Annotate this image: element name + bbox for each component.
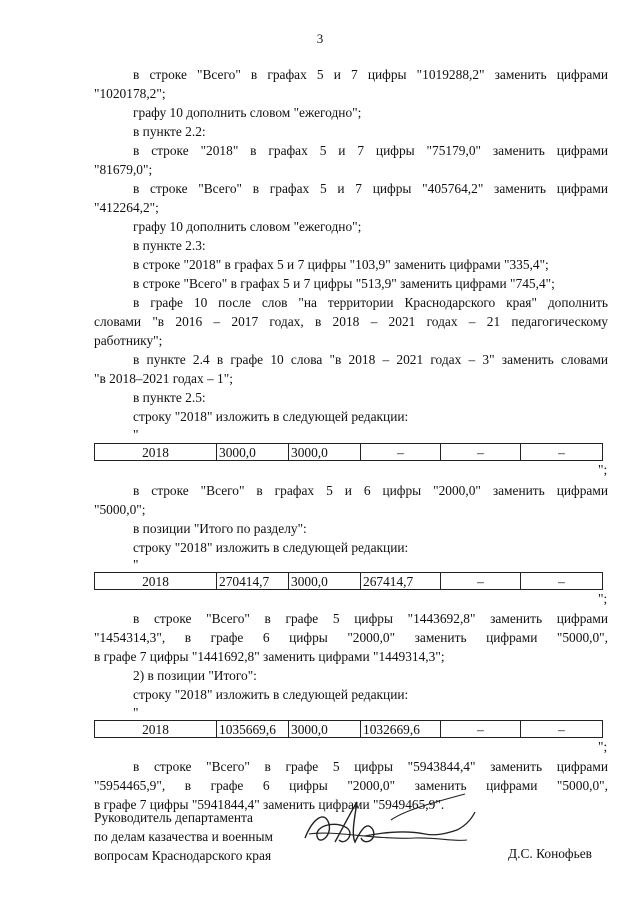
signatory-title-line: Руководитель департамента — [94, 810, 253, 825]
table-cell: 2018 — [95, 573, 217, 590]
table-cell: – — [361, 444, 441, 461]
table-cell: – — [521, 721, 603, 738]
table-row-2018-section-total — [94, 572, 603, 590]
text-line: работнику"; — [94, 333, 163, 348]
text-line: в пункте 2.5: — [133, 390, 206, 405]
text-line: строку "2018" изложить в следующей редакции: — [133, 409, 409, 424]
text-line: графу 10 дополнить словом "ежегодно"; — [133, 219, 362, 234]
text-line: "5954465,9", в графе 6 цифры "2000,0" заменить цифрами "5000,0", — [94, 778, 608, 793]
open-quote: " — [133, 705, 139, 720]
table-cell: – — [441, 573, 521, 590]
text-line: 2) в позиции "Итого": — [133, 668, 257, 683]
open-quote: " — [133, 427, 139, 442]
text-line: "в 2018–2021 годах – 1"; — [94, 371, 233, 386]
close-quote: "; — [598, 591, 608, 606]
table-cell: 1032669,6 — [361, 721, 441, 738]
text-line: в строке "Всего" в графе 5 цифры "5943844,4" заменить цифрами — [133, 759, 608, 774]
text-line: "1454314,3", в графе 6 цифры "2000,0" заменить цифрами "5000,0", — [94, 630, 608, 645]
signatory-title-line: вопросам Краснодарского края — [94, 848, 272, 863]
text-line: "412264,2"; — [94, 200, 159, 215]
text-line: в графе 10 после слов "на территории Краснодарского края" дополнить — [133, 295, 608, 310]
table-cell: 3000,0 — [217, 444, 289, 461]
text-line: в пункте 2.4 в графе 10 слова "в 2018 – 2021 годах – 3" заменить словами — [133, 352, 608, 367]
page-number: 3 — [316, 31, 324, 46]
text-line: "5000,0"; — [94, 502, 146, 517]
text-line: в строке "2018" в графах 5 и 7 цифры "75179,0" заменить цифрами — [133, 143, 608, 158]
signatory-name: Д.С. Конофьев — [508, 846, 592, 861]
text-line: в строке "Всего" в графах 5 и 7 цифры "1019288,2" заменить цифрами — [133, 67, 608, 82]
text-line: строку "2018" изложить в следующей редакции: — [133, 687, 409, 702]
table-row-2018-grand-total — [94, 720, 603, 738]
table-cell: 3000,0 — [289, 444, 361, 461]
text-line: в строке "2018" в графах 5 и 7 цифры "103,9" заменить цифрами "335,4"; — [133, 257, 549, 272]
text-line: в строке "Всего" в графах 5 и 7 цифры "405764,2" заменить цифрами — [133, 181, 608, 196]
text-line: в строке "Всего" в графе 5 цифры "1443692,8" заменить цифрами — [133, 611, 608, 626]
signatory-title-line: по делам казачества и военным — [94, 829, 273, 844]
table-cell: 270414,7 — [217, 573, 289, 590]
table-cell: 1035669,6 — [217, 721, 289, 738]
table-cell: – — [521, 444, 603, 461]
table-cell: 2018 — [95, 721, 217, 738]
text-line: словами "в 2016 – 2017 годах, в 2018 – 2021 годах – 21 педагогическому — [94, 314, 608, 329]
table-cell: 2018 — [95, 444, 217, 461]
text-line: в позиции "Итого по разделу": — [133, 521, 307, 536]
text-line: графу 10 дополнить словом "ежегодно"; — [133, 105, 362, 120]
text-line: в пункте 2.2: — [133, 124, 206, 139]
table-cell: 3000,0 — [289, 573, 361, 590]
table-cell: – — [521, 573, 603, 590]
text-line: в строке "Всего" в графах 5 и 7 цифры "513,9" заменить цифрами "745,4"; — [133, 276, 555, 291]
table-row-2018-item-2-5 — [94, 443, 603, 461]
close-quote: "; — [598, 739, 608, 754]
table-cell: – — [441, 444, 521, 461]
text-line: в строке "Всего" в графах 5 и 6 цифры "2000,0" заменить цифрами — [133, 483, 608, 498]
text-line: "1020178,2"; — [94, 86, 166, 101]
text-line: в графе 7 цифры "5941844,4" заменить цифрами "5949465,9". — [94, 797, 445, 812]
text-line: в пункте 2.3: — [133, 238, 206, 253]
table-cell: 267414,7 — [361, 573, 441, 590]
signatory-title — [94, 808, 273, 865]
close-quote: "; — [598, 462, 608, 477]
handwritten-signature — [295, 790, 485, 860]
open-quote: " — [133, 557, 139, 572]
text-line: "81679,0"; — [94, 162, 153, 177]
text-line: строку "2018" изложить в следующей редакции: — [133, 540, 409, 555]
table-cell: 3000,0 — [289, 721, 361, 738]
table-cell: – — [441, 721, 521, 738]
text-line: в графе 7 цифры "1441692,8" заменить цифрами "1449314,3"; — [94, 649, 445, 664]
